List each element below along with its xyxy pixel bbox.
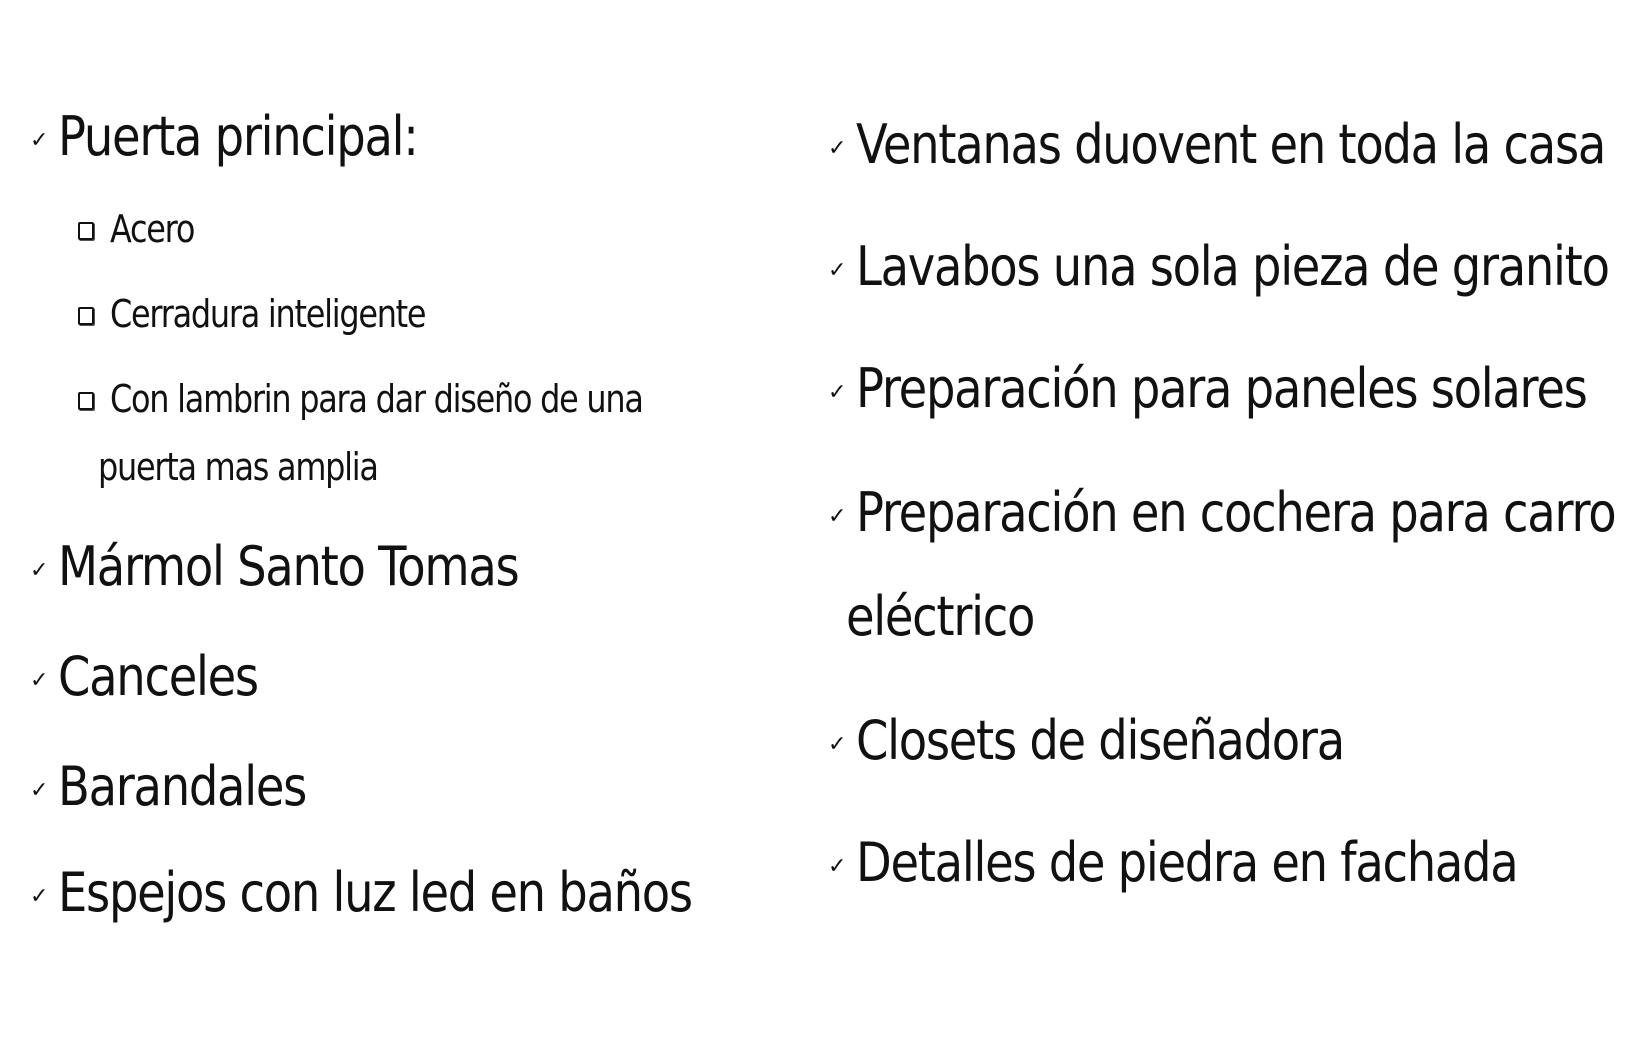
checkmark-icon: ✓: [828, 136, 847, 161]
checkmark-icon: ✓: [30, 558, 49, 583]
item-label: Detalles de piedra en fachada: [856, 831, 1518, 894]
list-item-barandales: [30, 755, 347, 818]
list-item-cochera-continuation: [846, 585, 1065, 648]
item-label: Barandales: [58, 755, 307, 818]
sub-item-lambrin: [78, 377, 744, 421]
list-item-closets: [828, 709, 1424, 772]
item-label: Preparación para paneles solares: [856, 357, 1587, 420]
list-item-canceles: [30, 645, 291, 708]
item-label: Puerta principal:: [58, 105, 419, 168]
list-item-ventanas: [828, 113, 1638, 176]
item-label: Closets de diseñadora: [856, 709, 1345, 772]
item-label: Ventanas duovent en toda la casa: [856, 113, 1606, 176]
checkmark-icon: ✓: [828, 504, 847, 529]
sub-item-label: Cerradura inteligente: [110, 292, 426, 336]
list-item-lavabos: [828, 235, 1638, 298]
sub-item-label: Con lambrin para dar diseño de una: [110, 377, 643, 421]
checkmark-icon: ✓: [30, 128, 49, 153]
list-item-puerta-principal: [30, 105, 477, 168]
list-item-paneles-solares: [828, 357, 1638, 420]
list-item-marmol: [30, 535, 594, 598]
sub-item-label: puerta mas amplia: [98, 445, 378, 489]
list-item-espejos: [30, 861, 795, 924]
checkmark-icon: ✓: [828, 380, 847, 405]
checkmark-icon: ✓: [30, 884, 49, 909]
checkbox-bullet-icon: [78, 392, 94, 410]
item-label: Espejos con luz led en baños: [58, 861, 693, 924]
item-label: Canceles: [58, 645, 259, 708]
checkmark-icon: ✓: [828, 258, 847, 283]
item-label: Preparación en cochera para carro: [856, 481, 1616, 544]
item-label: Lavabos una sola pieza de granito: [856, 235, 1610, 298]
checkmark-icon: ✓: [30, 778, 49, 803]
sub-item-cerradura: [78, 292, 485, 336]
sub-item-lambrin-continuation: [98, 445, 431, 489]
item-label: Mármol Santo Tomas: [58, 535, 519, 598]
list-item-piedra-fachada: [828, 831, 1626, 894]
list-item-cochera: [828, 481, 1638, 544]
checkmark-icon: ✓: [30, 668, 49, 693]
sub-item-acero: [78, 207, 210, 251]
checkbox-bullet-icon: [78, 307, 94, 325]
item-label: eléctrico: [846, 585, 1035, 648]
checkmark-icon: ✓: [828, 732, 847, 757]
checkbox-bullet-icon: [78, 222, 94, 240]
checkmark-icon: ✓: [828, 854, 847, 879]
sub-item-label: Acero: [110, 207, 195, 251]
